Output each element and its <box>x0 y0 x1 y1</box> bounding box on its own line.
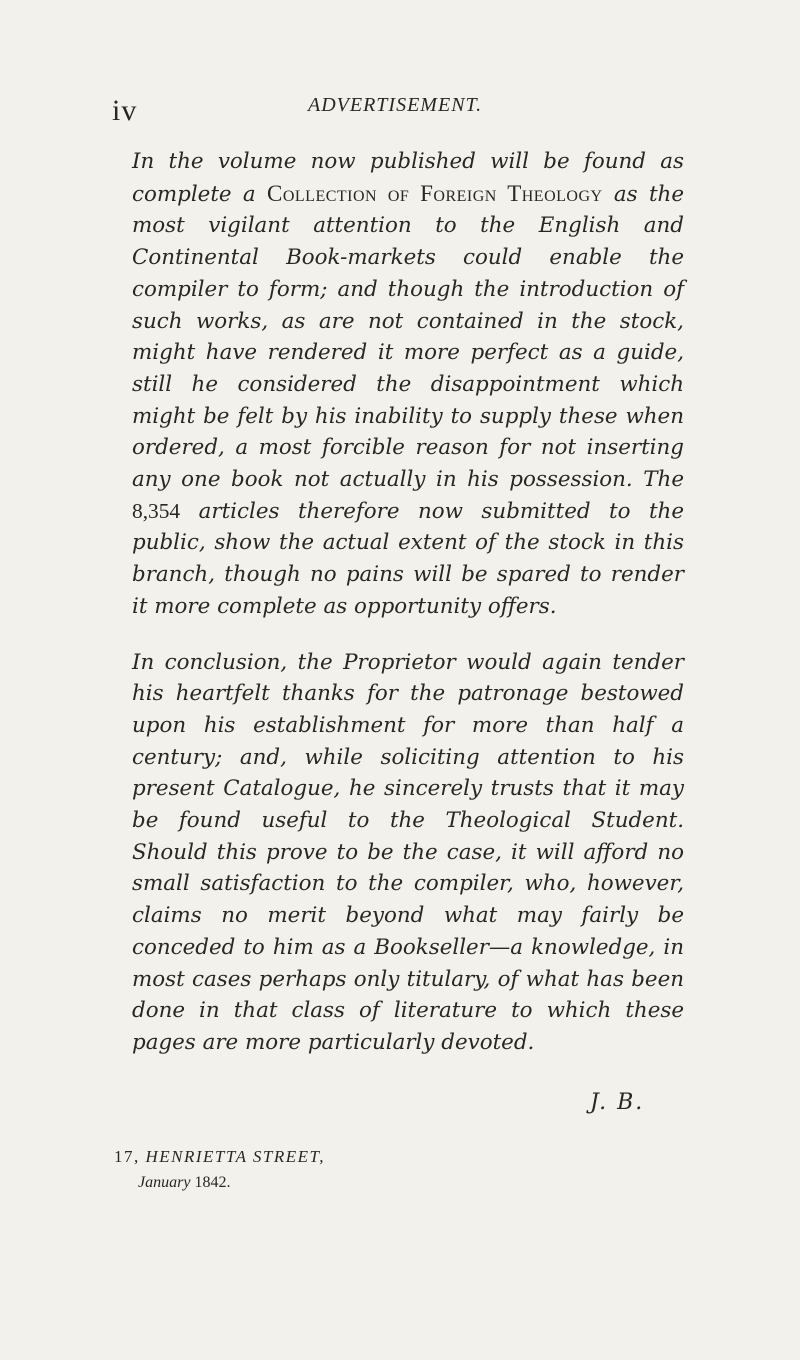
paragraph-collection <box>132 146 684 623</box>
text-segment: In the volume now published will be found as complete a <box>132 149 684 207</box>
date-line <box>138 1174 230 1192</box>
article-count: 8,354 <box>132 498 181 523</box>
page-number: iv <box>112 94 138 127</box>
address-line <box>114 1147 325 1167</box>
date-month: January <box>138 1174 191 1191</box>
running-title: ADVERTISEMENT. <box>308 94 483 116</box>
paragraph-conclusion <box>132 647 684 1059</box>
street-name: HENRIETTA STREET, <box>145 1147 325 1166</box>
text-segment: In conclusion, the Proprietor would again tender his heartfelt thanks for the patronage bestowed upon his establishment for more than half a century; and, while soliciting attention to his present Catalogue, he sincerely trusts that it may be found useful to the Theological Student. Should this prove to be the case, it will afford no small satisfaction to the compiler, who, however, claims no merit beyond what may fairly be conceded to him as a Bookseller—a knowledge, in most cases perhaps only titulary, of what has been done in that class of literature to which these pages are more particularly devoted. <box>132 649 684 1055</box>
text-segment: articles therefore now submitted to the public, show the actual extent of the stock in this branch, though no pains will be spared to render it more complete as opportunity offers. <box>132 498 684 619</box>
street-number: 17, <box>114 1147 140 1166</box>
advertisement-body <box>132 146 684 1059</box>
signature-initials: J. B. <box>590 1090 645 1115</box>
page-header <box>112 84 672 134</box>
collection-title: Collection of Foreign Theology <box>267 180 603 206</box>
date-year: 1842. <box>194 1174 231 1191</box>
text-segment: as the most vigilant attention to the English and Continental Book-markets could enable the compiler to form; and though the introduction of such works, as are not contained in the stock, might have rendered it more perfect as a guide, still he considered the disappointment which might be felt by his inability to supply these when ordered, a most forcible reason for not inserting any one book not actually in his possession. The <box>132 181 684 493</box>
